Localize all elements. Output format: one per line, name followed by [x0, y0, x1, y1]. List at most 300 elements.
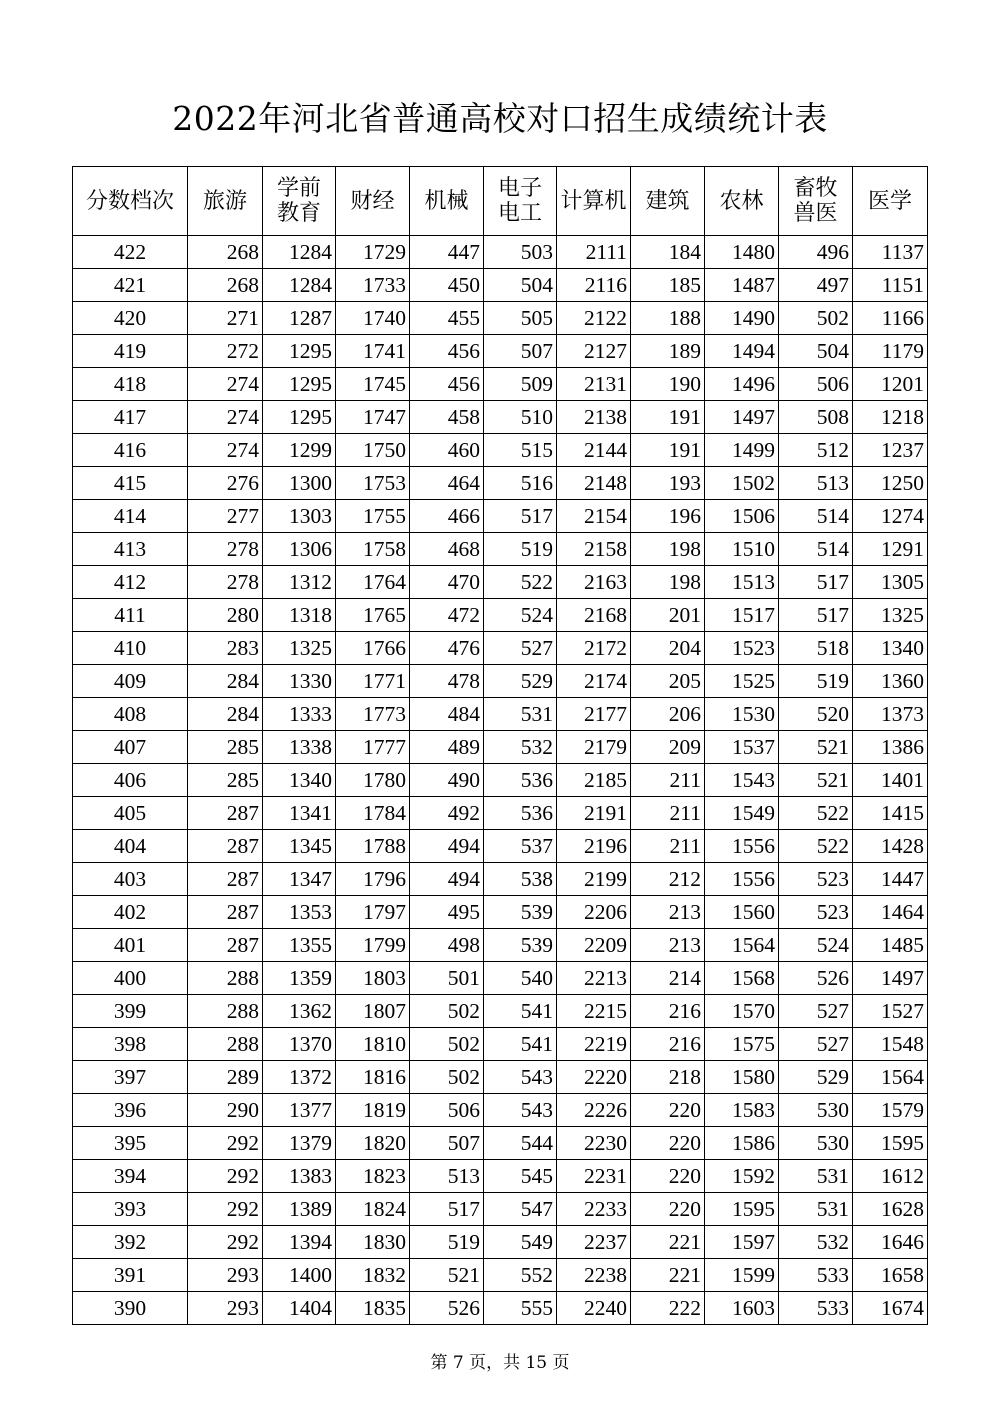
table-row: [73, 269, 928, 302]
score-cell: 416: [73, 434, 188, 467]
count-cell: 1370: [263, 1028, 336, 1061]
count-cell: 1415: [853, 797, 928, 830]
count-cell: 1807: [336, 995, 410, 1028]
score-statistics-table: [72, 166, 928, 1325]
count-cell: 1341: [263, 797, 336, 830]
count-cell: 522: [779, 797, 853, 830]
count-cell: 1250: [853, 467, 928, 500]
count-cell: 288: [188, 995, 263, 1028]
count-cell: 274: [188, 434, 263, 467]
count-cell: 504: [779, 335, 853, 368]
count-cell: 213: [631, 896, 705, 929]
table-row: [73, 236, 928, 269]
count-cell: 521: [410, 1259, 484, 1292]
count-cell: 517: [779, 566, 853, 599]
count-cell: 1274: [853, 500, 928, 533]
count-cell: 1295: [263, 368, 336, 401]
count-cell: 494: [410, 863, 484, 896]
count-cell: 1338: [263, 731, 336, 764]
count-cell: 188: [631, 302, 705, 335]
column-header-line: 教育: [276, 201, 321, 226]
count-cell: 539: [484, 929, 557, 962]
count-cell: 2116: [557, 269, 631, 302]
count-cell: 1487: [705, 269, 779, 302]
count-cell: 1674: [853, 1292, 928, 1325]
count-cell: 1597: [705, 1226, 779, 1259]
count-cell: 1570: [705, 995, 779, 1028]
count-cell: 1497: [705, 401, 779, 434]
count-cell: 1284: [263, 269, 336, 302]
count-cell: 531: [484, 698, 557, 731]
count-cell: 1179: [853, 335, 928, 368]
count-cell: 1543: [705, 764, 779, 797]
count-cell: 1325: [263, 632, 336, 665]
count-cell: 543: [484, 1094, 557, 1127]
column-header-line: 兽医: [793, 201, 838, 226]
count-cell: 519: [410, 1226, 484, 1259]
count-cell: 1740: [336, 302, 410, 335]
count-cell: 524: [484, 599, 557, 632]
table-row: [73, 1127, 928, 1160]
score-cell: 418: [73, 368, 188, 401]
count-cell: 222: [631, 1292, 705, 1325]
count-cell: 1835: [336, 1292, 410, 1325]
table-row: [73, 1094, 928, 1127]
count-cell: 1777: [336, 731, 410, 764]
count-cell: 1383: [263, 1160, 336, 1193]
count-cell: 515: [484, 434, 557, 467]
count-cell: 274: [188, 368, 263, 401]
count-cell: 2144: [557, 434, 631, 467]
count-cell: 2163: [557, 566, 631, 599]
count-cell: 1394: [263, 1226, 336, 1259]
count-cell: 1741: [336, 335, 410, 368]
count-cell: 1166: [853, 302, 928, 335]
count-cell: 1729: [336, 236, 410, 269]
count-cell: 520: [779, 698, 853, 731]
count-cell: 523: [779, 863, 853, 896]
count-cell: 1312: [263, 566, 336, 599]
count-cell: 502: [410, 995, 484, 1028]
count-cell: 549: [484, 1226, 557, 1259]
score-cell: 417: [73, 401, 188, 434]
count-cell: 538: [484, 863, 557, 896]
count-cell: 2185: [557, 764, 631, 797]
table-row: [73, 665, 928, 698]
count-cell: 529: [779, 1061, 853, 1094]
count-cell: 206: [631, 698, 705, 731]
count-cell: 2179: [557, 731, 631, 764]
count-cell: 1510: [705, 533, 779, 566]
count-cell: 280: [188, 599, 263, 632]
count-cell: 470: [410, 566, 484, 599]
score-cell: 400: [73, 962, 188, 995]
count-cell: 555: [484, 1292, 557, 1325]
count-cell: 516: [484, 467, 557, 500]
count-cell: 522: [779, 830, 853, 863]
count-cell: 541: [484, 1028, 557, 1061]
count-cell: 1537: [705, 731, 779, 764]
column-header: [484, 167, 557, 236]
column-header-line: 农林: [719, 188, 764, 214]
score-cell: 401: [73, 929, 188, 962]
count-cell: 506: [410, 1094, 484, 1127]
count-cell: 494: [410, 830, 484, 863]
score-cell: 391: [73, 1259, 188, 1292]
count-cell: 456: [410, 335, 484, 368]
count-cell: 1595: [853, 1127, 928, 1160]
count-cell: 1499: [705, 434, 779, 467]
count-cell: 211: [631, 830, 705, 863]
score-cell: 392: [73, 1226, 188, 1259]
count-cell: 1548: [853, 1028, 928, 1061]
count-cell: 1784: [336, 797, 410, 830]
count-cell: 1745: [336, 368, 410, 401]
count-cell: 455: [410, 302, 484, 335]
count-cell: 287: [188, 896, 263, 929]
table-row: [73, 962, 928, 995]
table-row: [73, 731, 928, 764]
table-row: [73, 1061, 928, 1094]
count-cell: 1803: [336, 962, 410, 995]
table-row: [73, 764, 928, 797]
count-cell: 1404: [263, 1292, 336, 1325]
score-cell: 393: [73, 1193, 188, 1226]
count-cell: 517: [779, 599, 853, 632]
count-cell: 1401: [853, 764, 928, 797]
count-cell: 1799: [336, 929, 410, 962]
page-title: 2022年河北省普通高校对口招生成绩统计表: [172, 99, 828, 138]
count-cell: 1819: [336, 1094, 410, 1127]
count-cell: 2154: [557, 500, 631, 533]
count-cell: 216: [631, 1028, 705, 1061]
count-cell: 1773: [336, 698, 410, 731]
count-cell: 284: [188, 698, 263, 731]
count-cell: 193: [631, 467, 705, 500]
count-cell: 1771: [336, 665, 410, 698]
count-cell: 198: [631, 566, 705, 599]
count-cell: 1810: [336, 1028, 410, 1061]
count-cell: 1295: [263, 401, 336, 434]
count-cell: 2111: [557, 236, 631, 269]
count-cell: 1318: [263, 599, 336, 632]
column-header: [557, 167, 631, 236]
score-cell: 422: [73, 236, 188, 269]
count-cell: 2191: [557, 797, 631, 830]
count-cell: 1832: [336, 1259, 410, 1292]
count-cell: 278: [188, 533, 263, 566]
column-header-line: 畜牧: [793, 176, 838, 201]
table-body: [73, 236, 928, 1325]
count-cell: 1400: [263, 1259, 336, 1292]
count-cell: 522: [484, 566, 557, 599]
count-cell: 288: [188, 1028, 263, 1061]
column-header-line: 建筑: [645, 188, 690, 214]
table-row: [73, 1028, 928, 1061]
count-cell: 1823: [336, 1160, 410, 1193]
count-cell: 201: [631, 599, 705, 632]
count-cell: 523: [779, 896, 853, 929]
count-cell: 2233: [557, 1193, 631, 1226]
count-cell: 537: [484, 830, 557, 863]
count-cell: 1464: [853, 896, 928, 929]
count-cell: 504: [484, 269, 557, 302]
count-cell: 293: [188, 1259, 263, 1292]
count-cell: 1287: [263, 302, 336, 335]
count-cell: 505: [484, 302, 557, 335]
count-cell: 2231: [557, 1160, 631, 1193]
count-cell: 287: [188, 863, 263, 896]
table-row: [73, 1292, 928, 1325]
count-cell: 545: [484, 1160, 557, 1193]
column-header: [410, 167, 484, 236]
count-cell: 1599: [705, 1259, 779, 1292]
count-cell: 519: [779, 665, 853, 698]
column-header-line: 旅游: [202, 188, 247, 214]
count-cell: 532: [779, 1226, 853, 1259]
count-cell: 284: [188, 665, 263, 698]
count-cell: 1564: [853, 1061, 928, 1094]
count-cell: 1646: [853, 1226, 928, 1259]
column-header-line: 机械: [424, 188, 469, 214]
count-cell: 1568: [705, 962, 779, 995]
count-cell: 278: [188, 566, 263, 599]
count-cell: 533: [779, 1292, 853, 1325]
count-cell: 1291: [853, 533, 928, 566]
score-cell: 390: [73, 1292, 188, 1325]
count-cell: 287: [188, 929, 263, 962]
count-cell: 1359: [263, 962, 336, 995]
column-header: [263, 167, 336, 236]
count-cell: 2199: [557, 863, 631, 896]
count-cell: 466: [410, 500, 484, 533]
column-header-line: 医学: [867, 188, 912, 214]
score-cell: 413: [73, 533, 188, 566]
count-cell: 212: [631, 863, 705, 896]
count-cell: 1340: [263, 764, 336, 797]
count-cell: 1747: [336, 401, 410, 434]
count-cell: 489: [410, 731, 484, 764]
count-cell: 472: [410, 599, 484, 632]
count-cell: 271: [188, 302, 263, 335]
count-cell: 1373: [853, 698, 928, 731]
count-cell: 495: [410, 896, 484, 929]
count-cell: 521: [779, 764, 853, 797]
score-cell: 419: [73, 335, 188, 368]
count-cell: 533: [779, 1259, 853, 1292]
count-cell: 1305: [853, 566, 928, 599]
count-cell: 220: [631, 1127, 705, 1160]
score-cell: 395: [73, 1127, 188, 1160]
count-cell: 2240: [557, 1292, 631, 1325]
count-cell: 1360: [853, 665, 928, 698]
count-cell: 539: [484, 896, 557, 929]
count-cell: 1766: [336, 632, 410, 665]
count-cell: 196: [631, 500, 705, 533]
count-cell: 190: [631, 368, 705, 401]
column-header-line: 电子: [497, 176, 542, 201]
count-cell: 1496: [705, 368, 779, 401]
count-cell: 512: [779, 434, 853, 467]
count-cell: 204: [631, 632, 705, 665]
count-cell: 1299: [263, 434, 336, 467]
count-cell: 213: [631, 929, 705, 962]
count-cell: 1549: [705, 797, 779, 830]
count-cell: 292: [188, 1226, 263, 1259]
score-cell: 414: [73, 500, 188, 533]
count-cell: 2177: [557, 698, 631, 731]
count-cell: 1564: [705, 929, 779, 962]
count-cell: 517: [410, 1193, 484, 1226]
count-cell: 1480: [705, 236, 779, 269]
score-cell: 420: [73, 302, 188, 335]
count-cell: 288: [188, 962, 263, 995]
count-cell: 1379: [263, 1127, 336, 1160]
count-cell: 529: [484, 665, 557, 698]
column-header: [188, 167, 263, 236]
count-cell: 205: [631, 665, 705, 698]
count-cell: 2206: [557, 896, 631, 929]
count-cell: 2158: [557, 533, 631, 566]
table-row: [73, 401, 928, 434]
count-cell: 274: [188, 401, 263, 434]
count-cell: 1506: [705, 500, 779, 533]
count-cell: 220: [631, 1160, 705, 1193]
count-cell: 1580: [705, 1061, 779, 1094]
count-cell: 1345: [263, 830, 336, 863]
count-cell: 1218: [853, 401, 928, 434]
score-cell: 405: [73, 797, 188, 830]
count-cell: 289: [188, 1061, 263, 1094]
count-cell: 2131: [557, 368, 631, 401]
table-row: [73, 599, 928, 632]
count-cell: 2230: [557, 1127, 631, 1160]
count-cell: 527: [484, 632, 557, 665]
count-cell: 1340: [853, 632, 928, 665]
count-cell: 530: [779, 1127, 853, 1160]
score-cell: 412: [73, 566, 188, 599]
count-cell: 1816: [336, 1061, 410, 1094]
count-cell: 502: [410, 1028, 484, 1061]
table-row: [73, 797, 928, 830]
count-cell: 1523: [705, 632, 779, 665]
count-cell: 1820: [336, 1127, 410, 1160]
count-cell: 1330: [263, 665, 336, 698]
count-cell: 290: [188, 1094, 263, 1127]
count-cell: 220: [631, 1094, 705, 1127]
count-cell: 547: [484, 1193, 557, 1226]
count-cell: 519: [484, 533, 557, 566]
count-cell: 501: [410, 962, 484, 995]
count-cell: 517: [484, 500, 557, 533]
count-cell: 209: [631, 731, 705, 764]
count-cell: 2220: [557, 1061, 631, 1094]
count-cell: 287: [188, 830, 263, 863]
count-cell: 1750: [336, 434, 410, 467]
count-cell: 1527: [853, 995, 928, 1028]
count-cell: 521: [779, 731, 853, 764]
column-header: [779, 167, 853, 236]
count-cell: 272: [188, 335, 263, 368]
count-cell: 268: [188, 236, 263, 269]
count-cell: 514: [779, 500, 853, 533]
column-header: [73, 167, 188, 236]
count-cell: 218: [631, 1061, 705, 1094]
count-cell: 1362: [263, 995, 336, 1028]
count-cell: 1490: [705, 302, 779, 335]
count-cell: 1530: [705, 698, 779, 731]
column-header-line: 计算机: [560, 188, 627, 214]
score-cell: 411: [73, 599, 188, 632]
count-cell: 1497: [853, 962, 928, 995]
count-cell: 185: [631, 269, 705, 302]
count-cell: 1377: [263, 1094, 336, 1127]
count-cell: 184: [631, 236, 705, 269]
count-cell: 2226: [557, 1094, 631, 1127]
count-cell: 507: [410, 1127, 484, 1160]
count-cell: 191: [631, 401, 705, 434]
count-cell: 1575: [705, 1028, 779, 1061]
count-cell: 1658: [853, 1259, 928, 1292]
table-row: [73, 1226, 928, 1259]
count-cell: 1764: [336, 566, 410, 599]
count-cell: 497: [779, 269, 853, 302]
count-cell: 1797: [336, 896, 410, 929]
count-cell: 1386: [853, 731, 928, 764]
count-cell: 221: [631, 1259, 705, 1292]
count-cell: 544: [484, 1127, 557, 1160]
count-cell: 2138: [557, 401, 631, 434]
count-cell: 464: [410, 467, 484, 500]
count-cell: 198: [631, 533, 705, 566]
table-row: [73, 830, 928, 863]
count-cell: 496: [779, 236, 853, 269]
count-cell: 292: [188, 1127, 263, 1160]
table-row: [73, 995, 928, 1028]
count-cell: 458: [410, 401, 484, 434]
count-cell: 1579: [853, 1094, 928, 1127]
count-cell: 1300: [263, 467, 336, 500]
count-cell: 468: [410, 533, 484, 566]
count-cell: 292: [188, 1160, 263, 1193]
count-cell: 292: [188, 1193, 263, 1226]
count-cell: 276: [188, 467, 263, 500]
count-cell: 283: [188, 632, 263, 665]
count-cell: 1612: [853, 1160, 928, 1193]
count-cell: 536: [484, 764, 557, 797]
count-cell: 1586: [705, 1127, 779, 1160]
table-row: [73, 566, 928, 599]
count-cell: 1788: [336, 830, 410, 863]
count-cell: 1603: [705, 1292, 779, 1325]
score-cell: 409: [73, 665, 188, 698]
count-cell: 221: [631, 1226, 705, 1259]
count-cell: 478: [410, 665, 484, 698]
count-cell: 2219: [557, 1028, 631, 1061]
count-cell: 460: [410, 434, 484, 467]
count-cell: 476: [410, 632, 484, 665]
count-cell: 293: [188, 1292, 263, 1325]
score-cell: 399: [73, 995, 188, 1028]
count-cell: 506: [779, 368, 853, 401]
count-cell: 514: [779, 533, 853, 566]
count-cell: 2213: [557, 962, 631, 995]
count-cell: 540: [484, 962, 557, 995]
count-cell: 526: [779, 962, 853, 995]
column-header: [705, 167, 779, 236]
score-cell: 394: [73, 1160, 188, 1193]
count-cell: 2148: [557, 467, 631, 500]
